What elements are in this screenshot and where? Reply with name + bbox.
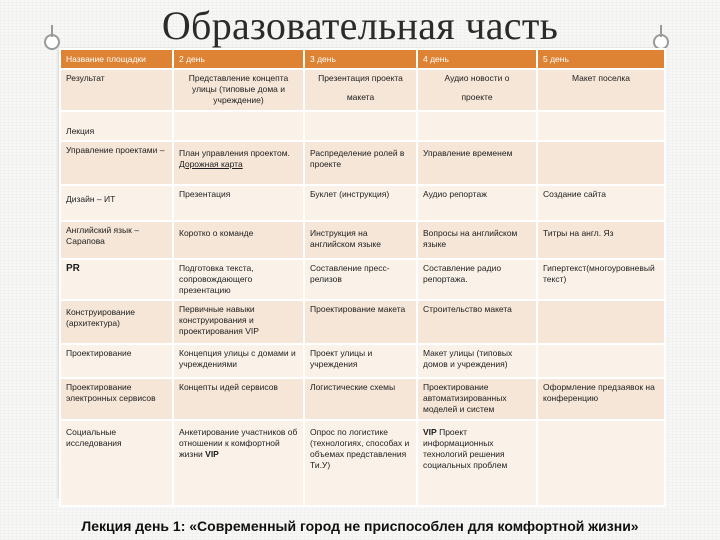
table-row (60, 221, 665, 259)
table-cell: Строительство макета (417, 300, 537, 344)
table-header-row (60, 49, 665, 69)
table-cell: Распределение ролей в проекте (304, 141, 417, 185)
table-cell: Проектирование автоматизированных моделей и систем (417, 378, 537, 420)
header-cell-day5: 5 день (537, 49, 665, 69)
table-row (60, 141, 665, 185)
table-cell: Создание сайта (537, 185, 665, 221)
header-cell-day2: 2 день (173, 49, 304, 69)
row-label (60, 111, 173, 141)
table-cell (173, 420, 304, 506)
table-cell: Аудио репортаж (417, 185, 537, 221)
table-row (60, 185, 665, 221)
cell-line: Аудио новости о (444, 73, 510, 83)
header-cell-venue: Название площадки (60, 49, 173, 69)
table-cell (173, 111, 304, 141)
table-cell: Проектирование макета (304, 300, 417, 344)
row-label: Результат (60, 69, 173, 111)
header-cell-day3: 3 день (304, 49, 417, 69)
table-cell: Опрос по логистике (технологиях, способах и объемах представления Ти.У) (304, 420, 417, 506)
table-row (60, 300, 665, 344)
table-row (60, 378, 665, 420)
row-label: Управление проектами – (60, 141, 173, 185)
schedule-table (59, 48, 666, 507)
row-label (60, 259, 173, 300)
cell-text: План управления проектом. (179, 148, 290, 158)
table-row (60, 259, 665, 300)
cell-line: макета (346, 92, 375, 102)
row-label: Проектирование (60, 344, 173, 378)
table-cell (304, 69, 417, 111)
table-cell: Оформление предзаявок на конференцию (537, 378, 665, 420)
header-cell-day4: 4 день (417, 49, 537, 69)
table-cell (537, 344, 665, 378)
table-row (60, 344, 665, 378)
row-label-text: PR (66, 263, 80, 274)
row-label: Социальные исследования (60, 420, 173, 506)
table-cell (537, 141, 665, 185)
table-cell: Управление временем (417, 141, 537, 185)
vip-mark: VIP (423, 427, 437, 437)
table-row-result (60, 69, 665, 111)
row-label: Дизайн – ИТ (60, 185, 173, 221)
cell-text: Дорожная карта (179, 159, 243, 169)
row-label: Английский язык – Сарапова (60, 221, 173, 259)
row-label: Конструирование (архитектура) (60, 300, 173, 344)
table-cell (417, 420, 537, 506)
table-row-lecture (60, 111, 665, 141)
cell-text: Анкетирование участников об отношении к комфортной жизни (179, 427, 298, 459)
table-cell (304, 111, 417, 141)
table-cell: Макет улицы (типовых домов и учреждения) (417, 344, 537, 378)
cell-text: Проект информационных технологий решения социальных проблем (423, 427, 508, 470)
table-row (60, 420, 665, 506)
table-cell: Гипертекст(многоуровневый текст) (537, 259, 665, 300)
lecture-label: Лекция (66, 126, 95, 136)
slide-title: Образовательная часть (161, 3, 559, 48)
cell-line: проекте (461, 92, 493, 102)
table-cell: Первичные навыки конструирования и проектирования VIP (173, 300, 304, 344)
table-cell: Коротко о команде (173, 221, 304, 259)
cell-line: Презентация проекта (318, 73, 403, 83)
table-cell: Проект улицы и учреждения (304, 344, 417, 378)
table-cell: Инструкция на английском языке (304, 221, 417, 259)
table-cell: Подготовка текста, сопровождающего презентацию (173, 259, 304, 300)
table-cell (537, 111, 665, 141)
table-cell: Презентация (173, 185, 304, 221)
table-cell: Составление радио репортажа. (417, 259, 537, 300)
table-cell: Представление концепта улицы (типовые дома и учреждение) (173, 69, 304, 111)
table-cell: Титры на англ. Яз (537, 221, 665, 259)
table-cell: Концепция улицы с домами и учреждениями (173, 344, 304, 378)
pin-icon (44, 34, 60, 50)
table-cell (173, 141, 304, 185)
row-label: Проектирование электронных сервисов (60, 378, 173, 420)
table-cell (537, 420, 665, 506)
vip-mark: VIP (205, 449, 219, 459)
table-cell: Вопросы на английском языке (417, 221, 537, 259)
table-cell (417, 111, 537, 141)
table-cell: Макет поселка (537, 69, 665, 111)
table-cell: Составление пресс-релизов (304, 259, 417, 300)
table-cell: Концепты идей сервисов (173, 378, 304, 420)
table-cell (537, 300, 665, 344)
table-cell (417, 69, 537, 111)
table-cell: Логистические схемы (304, 378, 417, 420)
table-cell: Буклет (инструкция) (304, 185, 417, 221)
lecture-caption: Лекция день 1: «Современный город не приспособлен для комфортной жизни» (81, 518, 639, 534)
